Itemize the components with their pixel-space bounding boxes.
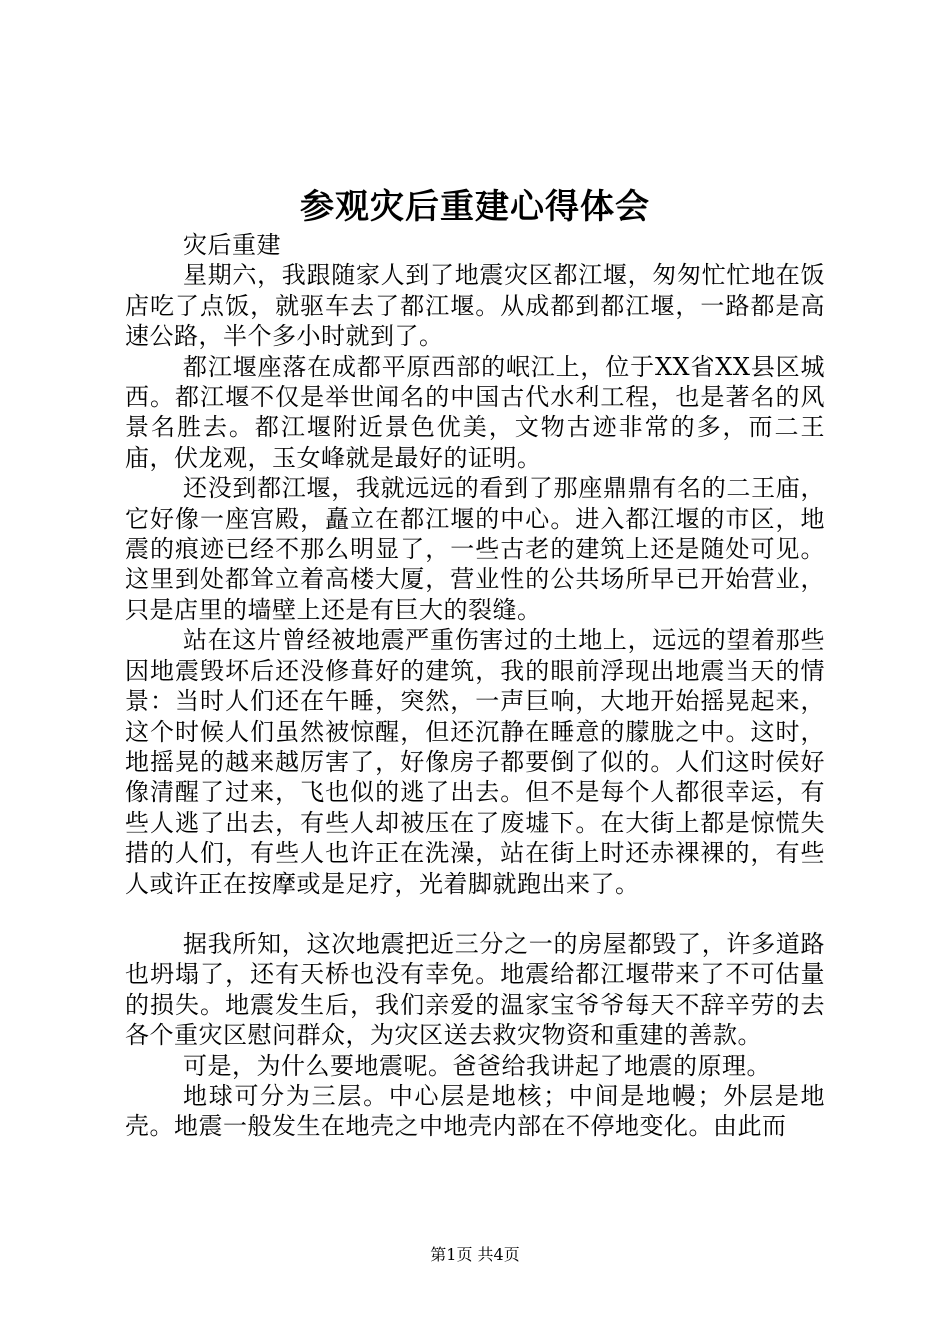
paragraph-4: 站在这片曾经被地震严重伤害过的土地上，远远的望着那些因地震毁坏后还没修葺好的建筑，我的眼前浮现出地震当天的情景：当时人们还在午睡，突然，一声巨响，大地开始摇晃起来，这个时候人们虽然被惊醒，但还沉静在睡意的朦胧之中。这时，地摇晃的越来越厉害了，好像房子都要倒了似的。人们这时侯好像清醒了过来，飞也似的逃了出去。但不是每个人都很幸运，有些人逃了出去，有些人却被压在了废墟下。在大街上都是惊慌失措的人们，有些人也许正在洗澡，站在街上时还赤裸裸的，有些人或许正在按摩或是足疗，光着脚就跑出来了。 xyxy=(125,626,825,898)
paragraph-7: 地球可分为三层。中心层是地核；中间是地幔；外层是地壳。地震一般发生在地壳之中地壳内部在不停地变化。由此而 xyxy=(125,1081,825,1141)
paragraph-2: 都江堰座落在成都平原西部的岷江上，位于XX省XX县区城西。都江堰不仅是举世闻名的中国古代水利工程，也是著名的风景名胜去。都江堰附近景色优美，文物古迹非常的多，而二王庙，伏龙观，玉女峰就是最好的证明。 xyxy=(125,352,825,472)
paragraph-5: 据我所知，这次地震把近三分之一的房屋都毁了，许多道路也坍塌了，还有天桥也没有幸免。地震给都江堰带来了不可估量的损失。地震发生后，我们亲爱的温家宝爷爷每天不辞辛劳的去各个重灾区慰问群众，为灾区送去救灾物资和重建的善款。 xyxy=(125,929,825,1050)
paragraph-1: 星期六，我跟随家人到了地震灾区都江堰，匆匆忙忙地在饭店吃了点饭，就驱车去了都江堰。从成都到都江堰，一路都是高速公路，半个多小时就到了。 xyxy=(125,261,825,351)
page-number-footer: 第1页 共4页 xyxy=(430,1245,520,1264)
paragraph-3: 还没到都江堰，我就远远的看到了那座鼎鼎有名的二王庙，它好像一座宫殿，矗立在都江堰的中心。进入都江堰的市区，地震的痕迹已经不那么明显了，一些古老的建筑上还是随处可见。这里到处都耸立着高楼大厦，营业性的公共场所早已开始营业，只是店里的墙壁上还是有巨大的裂缝。 xyxy=(125,474,825,624)
paragraph-6: 可是，为什么要地震呢。爸爸给我讲起了地震的原理。 xyxy=(183,1051,771,1080)
paragraph-subtitle: 灾后重建 xyxy=(183,231,281,259)
document-title: 参观灾后重建心得体会 xyxy=(300,187,650,227)
document-body xyxy=(125,230,825,1142)
